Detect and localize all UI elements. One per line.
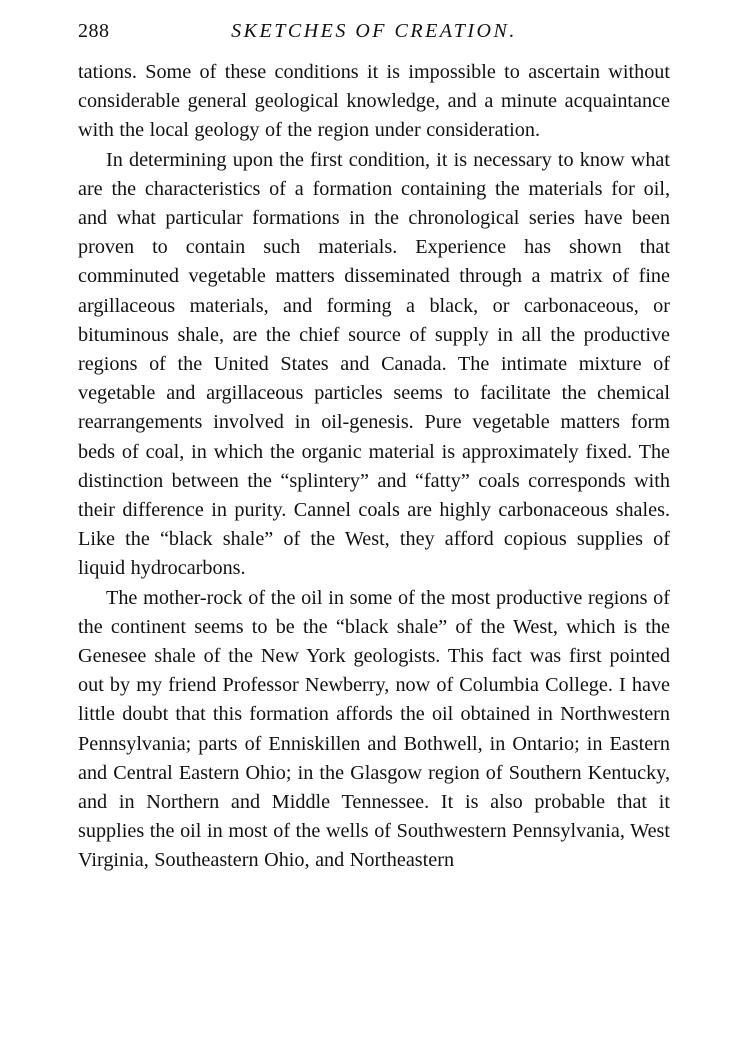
paragraph: In determining upon the first condition, it is necessary to know what are the characteristics of a formation containing the materials for oil, and what particular formations in the chronological series have been proven to contain such materials. Experience has shown that comminuted vegetable matters disseminated through a matrix of fine argillaceous materials, and forming a black, or carbonaceous, or bituminous shale, are the chief source of supply in all the productive regions of the United States and Canada. The intimate mixture of vegetable and argillaceous particles seems to facilitate the chemical rearrangements involved in oil-genesis. Pure vegetable matters form beds of coal, in which the organic material is approximately fixed. The distinction between the “splintery” and “fatty” coals corresponds with their difference in purity. Cannel coals are highly carbonaceous shales. Like the “black shale” of the West, they afford copious supplies of liquid hydrocarbons. (78, 148, 670, 580)
running-header (78, 18, 670, 58)
book-page (78, 18, 670, 876)
body-text (78, 58, 670, 876)
paragraph-continued: tations. Some of these conditions it is impossible to ascertain without considerable general geological knowledge, and a minute acquaintance with the local geology of the region under consideration. (78, 61, 670, 142)
paragraph: The mother-rock of the oil in some of the most productive regions of the continent seems to be the “black shale” of the West, which is the Genesee shale of the New York geologists. This fact was first pointed out by my friend Professor Newberry, now of Columbia College. I have little doubt that this formation affords the oil obtained in Northwestern Pennsylvania; parts of Enniskillen and Bothwell, in Ontario; in Eastern and Central Eastern Ohio; in the Glasgow region of Southern Kentucky, and in Northern and Middle Tennessee. It is also probable that it supplies the oil in most of the wells of Southwestern Pennsylvania, West Virginia, Southeastern Ohio, and Northeastern (78, 586, 670, 872)
page-number: 288 (78, 20, 110, 42)
running-title: SKETCHES OF CREATION. (231, 20, 517, 42)
